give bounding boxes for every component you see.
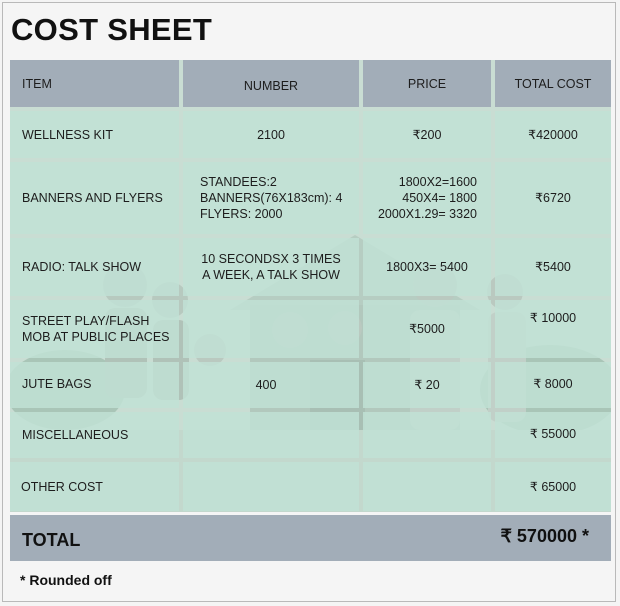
total-label: TOTAL bbox=[22, 530, 81, 550]
table-row-total: ₹ 55000 bbox=[495, 412, 611, 458]
table-row-number bbox=[183, 300, 359, 358]
table-row-total: ₹ 8000 bbox=[495, 362, 611, 408]
table-row-item: JUTE BAGS bbox=[10, 362, 179, 408]
table-row-total: ₹420000 bbox=[495, 111, 611, 158]
table-row-total: ₹ 65000 bbox=[495, 462, 611, 511]
page-title: COST SHEET bbox=[11, 12, 213, 47]
table-row-price: 1800X2=1600 450X4= 1800 2000X1.29= 3320 bbox=[363, 162, 491, 234]
table-row-price: 1800X3= 5400 bbox=[363, 238, 491, 296]
table-row-price: ₹200 bbox=[363, 111, 491, 158]
table-row-price bbox=[363, 462, 491, 511]
total-value: ₹ 570000 * bbox=[500, 526, 589, 546]
table-row-item: BANNERS AND FLYERS bbox=[10, 162, 179, 234]
table-row-number: 2100 bbox=[183, 111, 359, 158]
table-row-item: WELLNESS KIT bbox=[10, 111, 179, 158]
table-row-item: MISCELLANEOUS bbox=[10, 412, 179, 458]
table-row-item: RADIO: TALK SHOW bbox=[10, 238, 179, 296]
header-price: PRICE bbox=[363, 60, 491, 107]
table-row-number bbox=[183, 462, 359, 511]
table-row-item: OTHER COST bbox=[10, 462, 179, 511]
total-bar bbox=[10, 515, 611, 561]
header-total-cost: TOTAL COST bbox=[495, 60, 611, 107]
table-row-number: 400 bbox=[183, 362, 359, 408]
table-row-total: ₹5400 bbox=[495, 238, 611, 296]
table-row-price: ₹ 20 bbox=[363, 362, 491, 408]
header-number: NUMBER bbox=[183, 60, 359, 107]
rounded-off-footnote: * Rounded off bbox=[20, 572, 112, 588]
header-item: ITEM bbox=[10, 60, 179, 107]
table-row-price bbox=[363, 412, 491, 458]
table-row-number: 10 SECONDSX 3 TIMES A WEEK, A TALK SHOW bbox=[183, 238, 359, 296]
table-row-total: ₹ 10000 bbox=[495, 300, 611, 358]
table-row-number: STANDEES:2 BANNERS(76X183cm): 4 FLYERS: 2000 bbox=[183, 162, 359, 234]
table-row-item: STREET PLAY/FLASH MOB AT PUBLIC PLACES bbox=[10, 300, 179, 358]
table-row-price: ₹5000 bbox=[363, 300, 491, 358]
table-row-number bbox=[183, 412, 359, 458]
table-row-total: ₹6720 bbox=[495, 162, 611, 234]
